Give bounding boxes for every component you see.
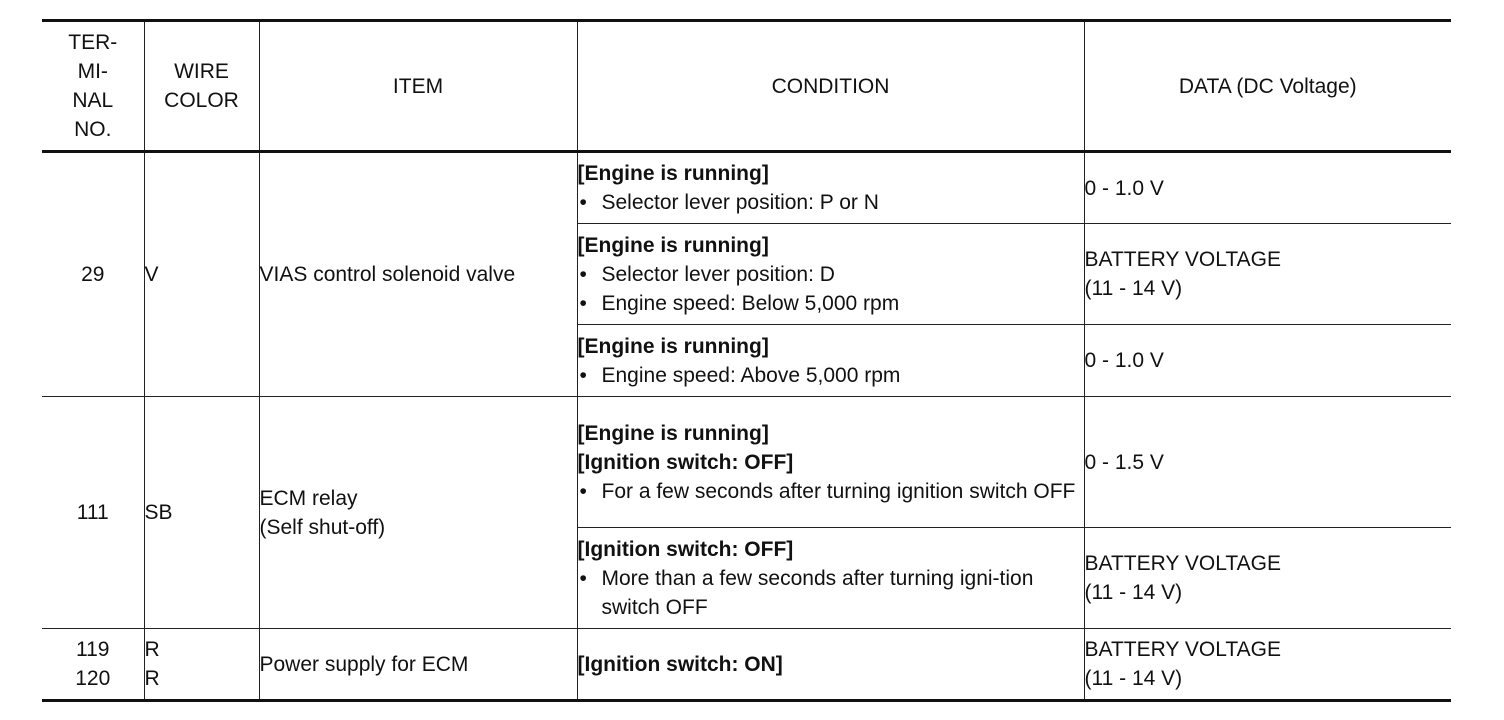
wire-color: SB bbox=[144, 501, 173, 524]
condition-cell bbox=[577, 152, 1084, 224]
condition-cell bbox=[577, 224, 1084, 325]
item-text: Power supply for ECM bbox=[259, 652, 469, 676]
terminal-number-cell bbox=[42, 152, 144, 397]
terminal-number: 119 bbox=[76, 638, 110, 661]
wire-color-cell bbox=[144, 629, 259, 701]
voltage-data-cell bbox=[1084, 325, 1451, 397]
header-terminal-line: NAL bbox=[72, 89, 114, 112]
terminal-data-table bbox=[42, 19, 1451, 702]
condition-heading: [Engine is running] bbox=[577, 421, 769, 445]
condition-bullet: • Engine speed: Above 5,000 rpm bbox=[578, 361, 1084, 390]
terminal-number: 120 bbox=[75, 667, 111, 690]
item-text: (Self shut-off) bbox=[259, 515, 386, 539]
voltage-data-cell bbox=[1084, 528, 1451, 629]
header-terminal-line: MI- bbox=[77, 60, 108, 83]
terminal-number-cell bbox=[42, 629, 144, 701]
voltage-value: (11 - 14 V) bbox=[1084, 667, 1183, 690]
condition-heading: [Engine is running] bbox=[577, 334, 769, 358]
wire-color-cell bbox=[144, 152, 259, 397]
terminal-number: 29 bbox=[81, 263, 105, 286]
condition-heading: [Engine is running] bbox=[577, 233, 769, 257]
condition-bullet: • Selector lever position: P or N bbox=[578, 188, 1084, 217]
condition-heading: [Ignition switch: OFF] bbox=[577, 450, 794, 474]
header-data: DATA (DC Voltage) bbox=[1084, 21, 1451, 152]
header-wire-line: COLOR bbox=[164, 89, 239, 112]
item-text: ECM relay bbox=[259, 486, 358, 510]
header-terminal bbox=[42, 21, 144, 152]
header-wire-line: WIRE bbox=[174, 60, 229, 83]
condition-cell bbox=[577, 397, 1084, 528]
wire-color: R bbox=[144, 667, 160, 690]
header-condition: CONDITION bbox=[577, 21, 1084, 152]
condition-heading: [Engine is running] bbox=[577, 162, 769, 185]
table-row bbox=[42, 397, 1451, 528]
condition-cell bbox=[577, 629, 1084, 701]
voltage-data-cell bbox=[1084, 224, 1451, 325]
voltage-value: 0 - 1.0 V bbox=[1084, 176, 1164, 200]
voltage-value: 0 - 1.0 V bbox=[1084, 349, 1164, 372]
wire-color: R bbox=[144, 638, 160, 661]
item-cell bbox=[259, 397, 577, 629]
condition-cell bbox=[577, 325, 1084, 397]
voltage-value: BATTERY VOLTAGE bbox=[1084, 638, 1281, 661]
condition-bullet: • More than a few seconds after turning igni-tion switch OFF bbox=[578, 564, 1084, 622]
item-cell bbox=[259, 152, 577, 397]
voltage-value: 0 - 1.5 V bbox=[1084, 450, 1164, 474]
voltage-value: (11 - 14 V) bbox=[1084, 277, 1183, 300]
voltage-value: BATTERY VOLTAGE bbox=[1084, 552, 1281, 575]
condition-cell bbox=[577, 528, 1084, 629]
condition-bullet: • Engine speed: Below 5,000 rpm bbox=[578, 289, 1084, 318]
terminal-number: 111 bbox=[76, 501, 109, 524]
header-terminal-line: TER- bbox=[68, 31, 118, 54]
wire-color-cell bbox=[144, 397, 259, 629]
condition-heading: [Ignition switch: ON] bbox=[577, 652, 783, 676]
header-wire-color bbox=[144, 21, 259, 152]
voltage-value: BATTERY VOLTAGE bbox=[1084, 248, 1281, 271]
item-cell bbox=[259, 629, 577, 701]
condition-bullet: • For a few seconds after turning ignition switch OFF bbox=[578, 477, 1084, 506]
voltage-value: (11 - 14 V) bbox=[1084, 581, 1183, 604]
wire-color: V bbox=[144, 263, 159, 286]
table-row bbox=[42, 629, 1451, 701]
header-terminal-line: NO. bbox=[74, 118, 112, 141]
table-row bbox=[42, 152, 1451, 224]
item-text: VIAS control solenoid valve bbox=[259, 263, 516, 286]
condition-bullet: • Selector lever position: D bbox=[578, 260, 1084, 289]
voltage-data-cell bbox=[1084, 629, 1451, 701]
header-item: ITEM bbox=[259, 21, 577, 152]
voltage-data-cell bbox=[1084, 152, 1451, 224]
condition-heading: [Ignition switch: OFF] bbox=[577, 537, 794, 561]
terminal-number-cell bbox=[42, 397, 144, 629]
header-row bbox=[42, 21, 1451, 152]
voltage-data-cell bbox=[1084, 397, 1451, 528]
